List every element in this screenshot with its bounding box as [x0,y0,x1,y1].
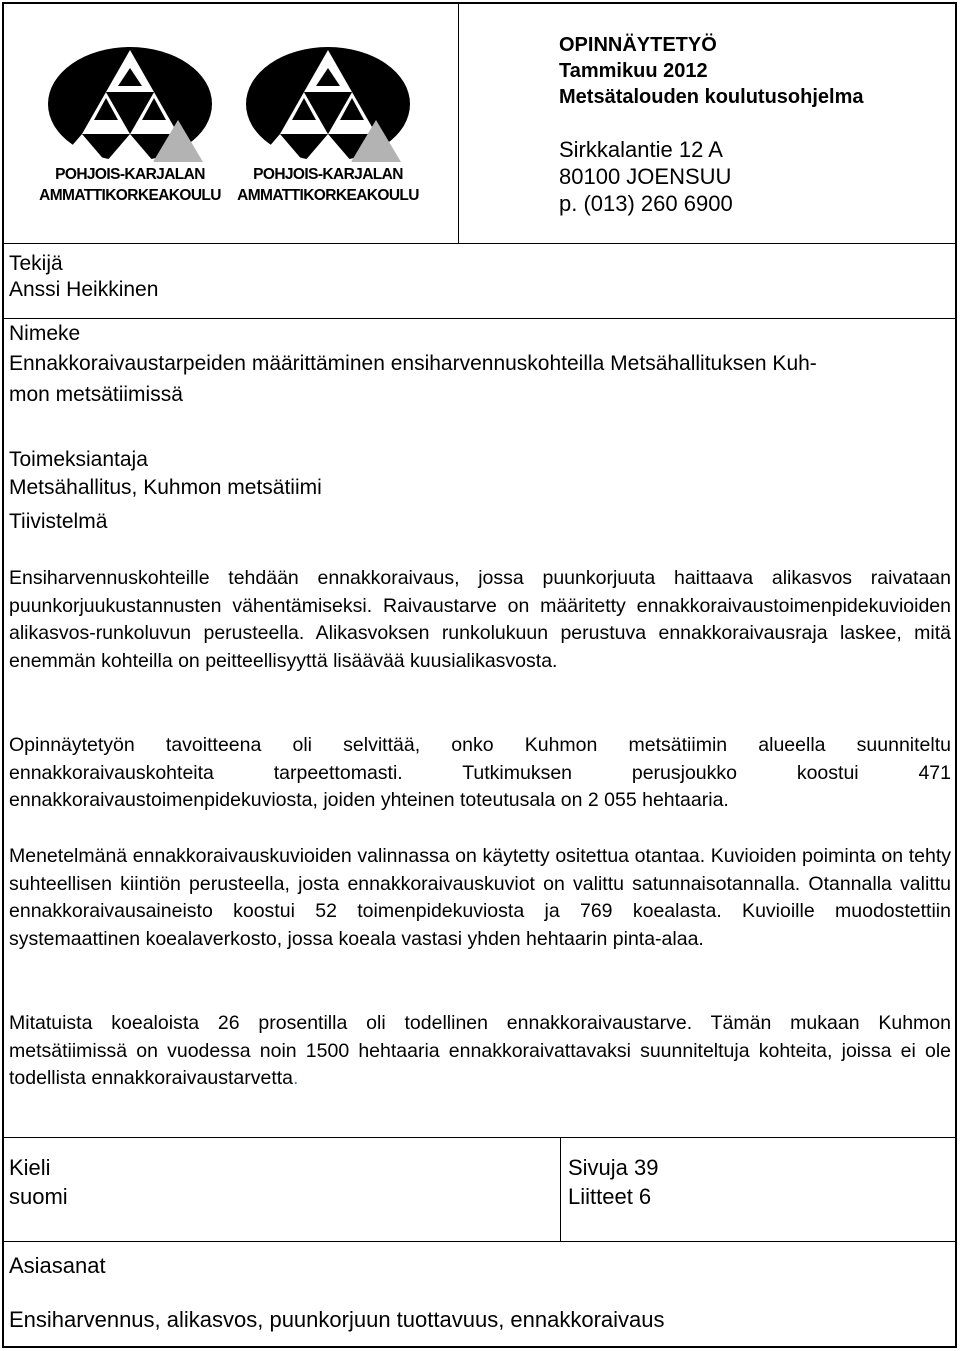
degree-programme: Metsätalouden koulutusohjelma [559,86,864,108]
school-logo-2 [233,46,423,216]
logo-2-name-line1: POHJOIS-KARJALAN [253,166,403,183]
header-bottom-rule [2,243,957,244]
language-bottom-rule [2,1241,957,1242]
logo-1-name-line1: POHJOIS-KARJALAN [55,166,205,183]
address-city: 80100 JOENSUU [559,164,732,189]
commissioner-label: Toimeksiantaja [9,448,148,471]
author-bottom-rule [2,318,957,319]
logo-2-name-line2: AMMATTIKORKEAKOULU [237,187,419,204]
phone-number: p. (013) 260 6900 [559,191,733,216]
title-label: Nimeke [9,322,81,345]
language-pages-divider [560,1137,561,1241]
document-type: OPINNÄYTETYÖ [559,34,717,56]
triangle-logo-icon [35,46,225,166]
language-value: suomi [9,1184,68,1209]
author-label: Tekijä [9,252,63,275]
abstract-paragraph-2: Opinnäytetyön tavoitteena oli selvittää, onko Kuhmon metsätiimin alueella suunniteltu ennakkoraivauskohteita tarpeettomasti. Tutkimuksen perusjoukko koostui 471 ennakkoraivaustoimenpidekuviosta, joiden yhteinen toteutusala on 2 055 hehtaaria. [9,734,951,811]
page-count: Sivuja 39 [568,1155,659,1180]
header-divider [458,2,459,243]
triangle-logo-icon [233,46,423,166]
language-label: Kieli [9,1155,51,1180]
author-name: Anssi Heikkinen [9,278,159,301]
abstract-bottom-rule [2,1137,957,1138]
school-logo-1 [35,46,225,216]
abstract-paragraph-4-text: Mitatuista koealoista 26 prosentilla oli todellinen ennakkoraivaustarve. Tämän mukaan Kuhmon metsätiimissä on vuodessa noin 1500 hehtaaria ennakkoraivattavaksi suunniteltuja kohteita, joissa ei ole todellista ennakkoraivaustarvetta [9,1012,951,1089]
abstract-paragraph-1: Ensiharvennuskohteille tehdään ennakkoraivaus, jossa puunkorjuuta haittaava alikasvos raivataan puunkorjuukustannusten vähentämiseksi. Raivaustarve on määritetty ennakkoraivaustoimenpidekuvioiden alikasvos-runkoluvun perusteella. Alikasvoksen runkolukuun perustuva ennakkoraivausraja laskee, mitä enemmän kohteilla on peitteellisyyttä lisäävää kuusialikasvosta. [9,567,951,672]
abstract-final-period: . [293,1067,299,1089]
appendix-count: Liitteet 6 [568,1184,652,1209]
title-line-1: Ennakkoraivaustarpeiden määrittäminen ensiharvennuskohteilla Metsähallituksen Kuh- [9,352,817,375]
abstract-paragraph-3: Menetelmänä ennakkoraivauskuvioiden valinnassa on käytetty ositettua otantaa. Kuvioiden poiminta on tehty suhteellisen kiintiön perusteella, josta ennakkoraivauskuviot on valittu satunnaisotannalla. Otannalla valittu ennakkoraivausaineisto koostui 52 toimenpidekuviosta ja 769 koealasta. Kuvioille muodostettiin systemaattinen koealaverkosto, jossa koeala vastasi yhden hehtaarin pinta-alaa. [9,845,951,950]
address-street: Sirkkalantie 12 A [559,137,723,162]
commissioner-name: Metsähallitus, Kuhmon metsätiimi [9,476,322,499]
abstract-label: Tiivistelmä [9,510,108,533]
keywords-value: Ensiharvennus, alikasvos, puunkorjuun tuottavuus, ennakkoraivaus [9,1307,665,1332]
keywords-label: Asiasanat [9,1253,106,1278]
document-date: Tammikuu 2012 [559,60,708,82]
logo-1-name-line2: AMMATTIKORKEAKOULU [39,187,221,204]
abstract-paragraph-4 [9,1010,951,1093]
title-line-2: mon metsätiimissä [9,383,183,406]
